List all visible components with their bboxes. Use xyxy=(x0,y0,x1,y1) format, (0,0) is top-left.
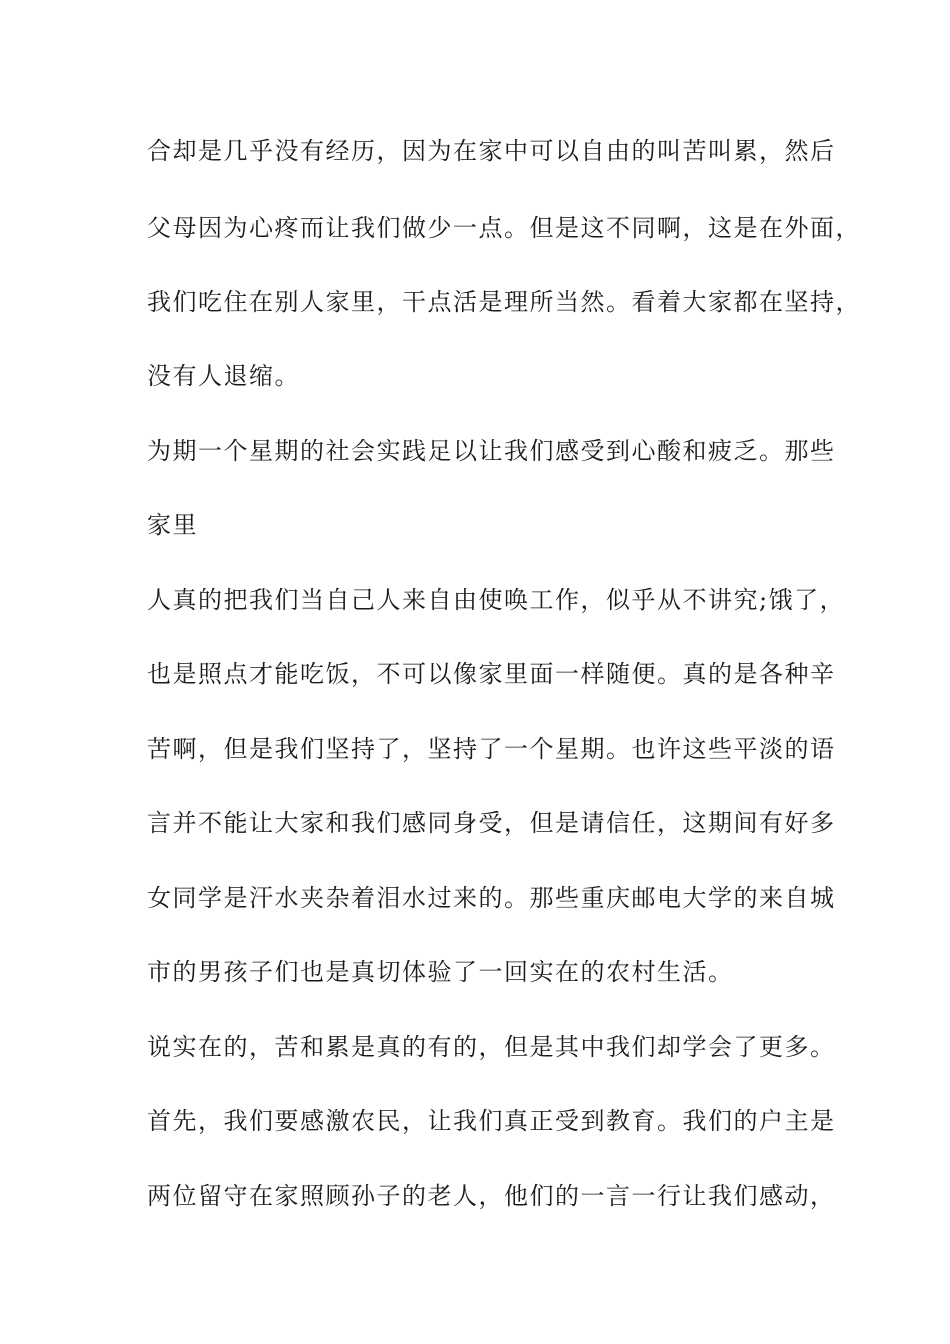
text-line: 父母因为心疼而让我们做少一点。但是这不同啊，这是在外面， xyxy=(147,214,861,242)
text-line: 首先，我们要感激农民，让我们真正受到教育。我们的户主是 xyxy=(147,1107,836,1135)
text-line: 苦啊，但是我们坚持了，坚持了一个星期。也许这些平淡的语 xyxy=(147,735,836,763)
text-line: 说实在的，苦和累是真的有的，但是其中我们却学会了更多。 xyxy=(147,1033,836,1061)
text-line: 女同学是汗水夹杂着泪水过来的。那些重庆邮电大学的来自城 xyxy=(147,884,836,912)
text-line: 言并不能让大家和我们感同身受，但是请信任，这期间有好多 xyxy=(147,809,836,837)
text-line: 人真的把我们当自己人来自由使唤工作，似乎从不讲究;饿了， xyxy=(147,586,846,614)
text-line: 我们吃住在别人家里，干点活是理所当然。看着大家都在坚持， xyxy=(147,288,861,316)
text-line: 为期一个星期的社会实践足以让我们感受到心酸和疲乏。那些 xyxy=(147,437,836,465)
text-line: 两位留守在家照顾孙子的老人，他们的一言一行让我们感动， xyxy=(147,1182,836,1210)
text-line: 市的男孩子们也是真切体验了一回实在的农村生活。 xyxy=(147,958,734,986)
text-line: 家里 xyxy=(147,511,198,539)
text-line: 合却是几乎没有经历，因为在家中可以自由的叫苦叫累，然后 xyxy=(147,137,836,165)
text-line: 也是照点才能吃饭，不可以像家里面一样随便。真的是各种辛 xyxy=(147,660,836,688)
text-line: 没有人退缩。 xyxy=(147,362,300,390)
